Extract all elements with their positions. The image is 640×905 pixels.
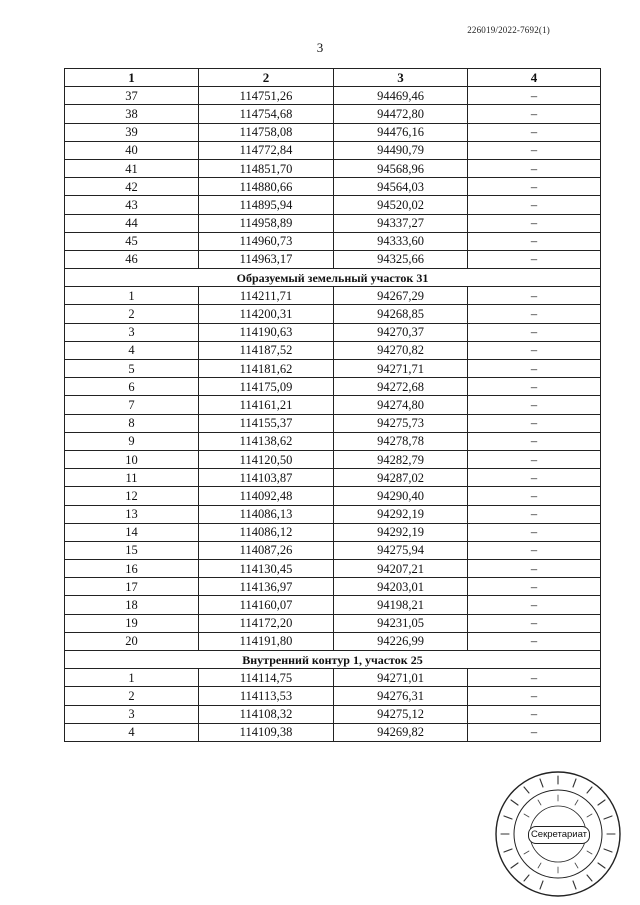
point-number: 2 xyxy=(65,687,199,705)
x-coordinate: 114103,87 xyxy=(199,469,334,487)
table-row xyxy=(65,450,601,468)
coordinates-table xyxy=(64,68,601,742)
point-number: 18 xyxy=(65,596,199,614)
x-coordinate: 114138,62 xyxy=(199,432,334,450)
table-row xyxy=(65,123,601,141)
x-coordinate: 114087,26 xyxy=(199,541,334,559)
table-row xyxy=(65,323,601,341)
y-coordinate: 94290,40 xyxy=(334,487,468,505)
point-number: 37 xyxy=(65,87,199,105)
x-coordinate: 114086,12 xyxy=(199,523,334,541)
point-number: 2 xyxy=(65,305,199,323)
note-cell: – xyxy=(468,360,601,378)
section-header-row xyxy=(65,651,601,669)
note-cell: – xyxy=(468,705,601,723)
note-cell: – xyxy=(468,669,601,687)
table-row xyxy=(65,159,601,177)
point-number: 3 xyxy=(65,705,199,723)
x-coordinate: 114960,73 xyxy=(199,232,334,250)
x-coordinate: 114136,97 xyxy=(199,578,334,596)
table-row xyxy=(65,232,601,250)
table-row xyxy=(65,705,601,723)
page-number: 3 xyxy=(316,40,324,55)
table-row xyxy=(65,596,601,614)
point-number: 43 xyxy=(65,196,199,214)
x-coordinate: 114086,13 xyxy=(199,505,334,523)
table-row xyxy=(65,560,601,578)
note-cell: – xyxy=(468,614,601,632)
y-coordinate: 94476,16 xyxy=(334,123,468,141)
y-coordinate: 94270,37 xyxy=(334,323,468,341)
x-coordinate: 114200,31 xyxy=(199,305,334,323)
note-cell: – xyxy=(468,87,601,105)
note-cell: – xyxy=(468,487,601,505)
note-cell: – xyxy=(468,560,601,578)
point-number: 42 xyxy=(65,178,199,196)
point-number: 7 xyxy=(65,396,199,414)
y-coordinate: 94520,02 xyxy=(334,196,468,214)
table-row xyxy=(65,432,601,450)
table-row xyxy=(65,305,601,323)
table-row xyxy=(65,687,601,705)
y-coordinate: 94198,21 xyxy=(334,596,468,614)
note-cell: – xyxy=(468,178,601,196)
x-coordinate: 114109,38 xyxy=(199,723,334,741)
point-number: 46 xyxy=(65,250,199,268)
x-coordinate: 114187,52 xyxy=(199,341,334,359)
y-coordinate: 94226,99 xyxy=(334,632,468,650)
y-coordinate: 94270,82 xyxy=(334,341,468,359)
table-row xyxy=(65,341,601,359)
y-coordinate: 94337,27 xyxy=(334,214,468,232)
x-coordinate: 114191,80 xyxy=(199,632,334,650)
note-cell: – xyxy=(468,687,601,705)
note-cell: – xyxy=(468,723,601,741)
section-header-row xyxy=(65,269,601,287)
x-coordinate: 114895,94 xyxy=(199,196,334,214)
note-cell: – xyxy=(468,632,601,650)
column-header: 2 xyxy=(199,69,334,87)
note-cell: – xyxy=(468,105,601,123)
table-row xyxy=(65,487,601,505)
note-cell: – xyxy=(468,450,601,468)
point-number: 8 xyxy=(65,414,199,432)
y-coordinate: 94325,66 xyxy=(334,250,468,268)
note-cell: – xyxy=(468,378,601,396)
note-cell: – xyxy=(468,469,601,487)
document-id: 226019/2022-7692(1) xyxy=(467,25,550,35)
point-number: 6 xyxy=(65,378,199,396)
point-number: 3 xyxy=(65,323,199,341)
note-cell: – xyxy=(468,159,601,177)
table-row xyxy=(65,505,601,523)
table-row xyxy=(65,378,601,396)
point-number: 14 xyxy=(65,523,199,541)
seal-center-label: Секретариат xyxy=(528,826,590,844)
point-number: 38 xyxy=(65,105,199,123)
note-cell: – xyxy=(468,596,601,614)
note-cell: – xyxy=(468,141,601,159)
note-cell: – xyxy=(468,432,601,450)
x-coordinate: 114211,71 xyxy=(199,287,334,305)
y-coordinate: 94469,46 xyxy=(334,87,468,105)
y-coordinate: 94292,19 xyxy=(334,523,468,541)
section-title: Внутренний контур 1, участок 25 xyxy=(65,651,601,669)
y-coordinate: 94292,19 xyxy=(334,505,468,523)
x-coordinate: 114120,50 xyxy=(199,450,334,468)
y-coordinate: 94333,60 xyxy=(334,232,468,250)
official-seal xyxy=(492,768,624,900)
x-coordinate: 114190,63 xyxy=(199,323,334,341)
y-coordinate: 94275,73 xyxy=(334,414,468,432)
point-number: 1 xyxy=(65,287,199,305)
point-number: 40 xyxy=(65,141,199,159)
table-row xyxy=(65,578,601,596)
note-cell: – xyxy=(468,196,601,214)
table-row xyxy=(65,632,601,650)
note-cell: – xyxy=(468,341,601,359)
y-coordinate: 94472,80 xyxy=(334,105,468,123)
y-coordinate: 94564,03 xyxy=(334,178,468,196)
table-row xyxy=(65,669,601,687)
table-row xyxy=(65,87,601,105)
table-row xyxy=(65,105,601,123)
y-coordinate: 94274,80 xyxy=(334,396,468,414)
note-cell: – xyxy=(468,523,601,541)
y-coordinate: 94490,79 xyxy=(334,141,468,159)
x-coordinate: 114181,62 xyxy=(199,360,334,378)
note-cell: – xyxy=(468,232,601,250)
note-cell: – xyxy=(468,323,601,341)
table-row xyxy=(65,250,601,268)
y-coordinate: 94203,01 xyxy=(334,578,468,596)
point-number: 15 xyxy=(65,541,199,559)
y-coordinate: 94276,31 xyxy=(334,687,468,705)
table-row xyxy=(65,723,601,741)
x-coordinate: 114758,08 xyxy=(199,123,334,141)
x-coordinate: 114130,45 xyxy=(199,560,334,578)
table-row xyxy=(65,469,601,487)
note-cell: – xyxy=(468,578,601,596)
point-number: 4 xyxy=(65,341,199,359)
note-cell: – xyxy=(468,123,601,141)
point-number: 9 xyxy=(65,432,199,450)
note-cell: – xyxy=(468,214,601,232)
note-cell: – xyxy=(468,305,601,323)
x-coordinate: 114963,17 xyxy=(199,250,334,268)
table-row xyxy=(65,541,601,559)
point-number: 4 xyxy=(65,723,199,741)
point-number: 39 xyxy=(65,123,199,141)
x-coordinate: 114880,66 xyxy=(199,178,334,196)
table-row xyxy=(65,287,601,305)
point-number: 1 xyxy=(65,669,199,687)
table-row xyxy=(65,396,601,414)
section-title: Образуемый земельный участок 31 xyxy=(65,269,601,287)
x-coordinate: 114772,84 xyxy=(199,141,334,159)
column-header: 4 xyxy=(468,69,601,87)
point-number: 41 xyxy=(65,159,199,177)
point-number: 13 xyxy=(65,505,199,523)
column-header: 3 xyxy=(334,69,468,87)
table-row xyxy=(65,196,601,214)
point-number: 44 xyxy=(65,214,199,232)
x-coordinate: 114851,70 xyxy=(199,159,334,177)
x-coordinate: 114161,21 xyxy=(199,396,334,414)
y-coordinate: 94282,79 xyxy=(334,450,468,468)
table-row xyxy=(65,360,601,378)
y-coordinate: 94231,05 xyxy=(334,614,468,632)
table-header-row xyxy=(65,69,601,87)
point-number: 10 xyxy=(65,450,199,468)
x-coordinate: 114172,20 xyxy=(199,614,334,632)
y-coordinate: 94267,29 xyxy=(334,287,468,305)
point-number: 45 xyxy=(65,232,199,250)
table-row xyxy=(65,523,601,541)
point-number: 16 xyxy=(65,560,199,578)
note-cell: – xyxy=(468,541,601,559)
y-coordinate: 94268,85 xyxy=(334,305,468,323)
x-coordinate: 114751,26 xyxy=(199,87,334,105)
x-coordinate: 114160,07 xyxy=(199,596,334,614)
y-coordinate: 94207,21 xyxy=(334,560,468,578)
x-coordinate: 114175,09 xyxy=(199,378,334,396)
y-coordinate: 94269,82 xyxy=(334,723,468,741)
note-cell: – xyxy=(468,505,601,523)
note-cell: – xyxy=(468,287,601,305)
x-coordinate: 114754,68 xyxy=(199,105,334,123)
point-number: 5 xyxy=(65,360,199,378)
note-cell: – xyxy=(468,414,601,432)
column-header: 1 xyxy=(65,69,199,87)
table-row xyxy=(65,214,601,232)
table-row xyxy=(65,414,601,432)
x-coordinate: 114108,32 xyxy=(199,705,334,723)
y-coordinate: 94278,78 xyxy=(334,432,468,450)
note-cell: – xyxy=(468,250,601,268)
point-number: 19 xyxy=(65,614,199,632)
y-coordinate: 94271,01 xyxy=(334,669,468,687)
table-row xyxy=(65,614,601,632)
y-coordinate: 94287,02 xyxy=(334,469,468,487)
x-coordinate: 114092,48 xyxy=(199,487,334,505)
x-coordinate: 114114,75 xyxy=(199,669,334,687)
y-coordinate: 94271,71 xyxy=(334,360,468,378)
y-coordinate: 94275,94 xyxy=(334,541,468,559)
y-coordinate: 94272,68 xyxy=(334,378,468,396)
note-cell: – xyxy=(468,396,601,414)
point-number: 20 xyxy=(65,632,199,650)
point-number: 17 xyxy=(65,578,199,596)
y-coordinate: 94568,96 xyxy=(334,159,468,177)
table-row xyxy=(65,141,601,159)
y-coordinate: 94275,12 xyxy=(334,705,468,723)
x-coordinate: 114113,53 xyxy=(199,687,334,705)
x-coordinate: 114155,37 xyxy=(199,414,334,432)
table-body xyxy=(65,87,601,742)
table-row xyxy=(65,178,601,196)
point-number: 11 xyxy=(65,469,199,487)
point-number: 12 xyxy=(65,487,199,505)
x-coordinate: 114958,89 xyxy=(199,214,334,232)
